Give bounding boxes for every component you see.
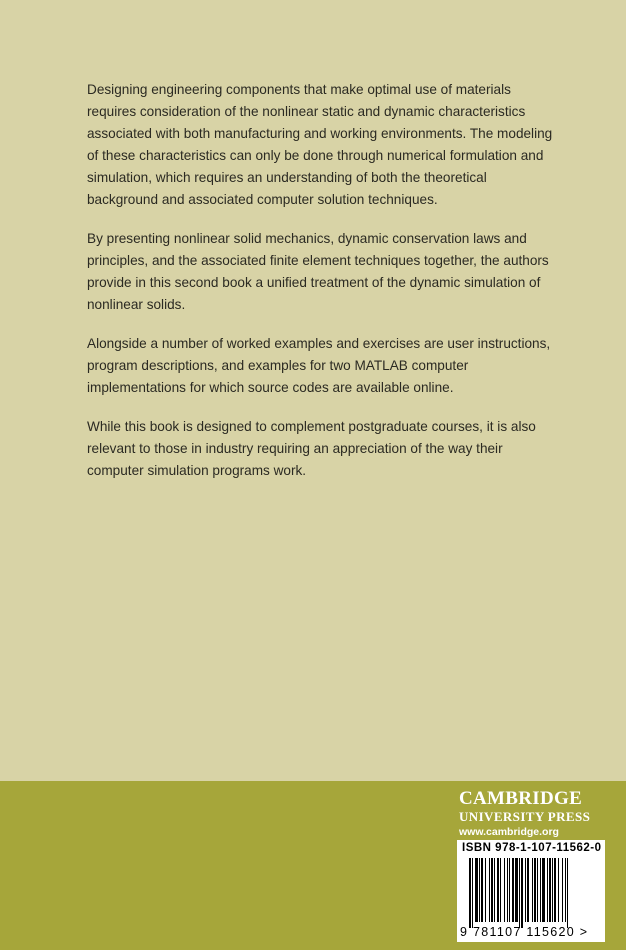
barcode-bar — [562, 858, 563, 922]
back-cover-description — [87, 79, 557, 499]
barcode-bar — [494, 858, 495, 922]
barcode-bar — [558, 858, 559, 922]
barcode-bar — [489, 858, 490, 922]
barcode-bar — [565, 858, 566, 922]
barcode-bar — [475, 858, 478, 922]
barcode-bar — [507, 858, 508, 922]
barcode-bar — [525, 858, 526, 922]
description-paragraph-3: Alongside a number of worked examples and exercises are user instructions, program descriptions, and examples for two MATLAB computer implementations for which source codes are available online. — [87, 336, 551, 395]
barcode-bar — [537, 858, 538, 922]
barcode-bar — [509, 858, 510, 922]
publisher-url: www.cambridge.org — [459, 826, 559, 838]
description-paragraph-1: Designing engineering components that make optimal use of materials requires consideration of the nonlinear static and dynamic characteristics associated with both manufacturing and working environments. The modeling of these characteristics can only be done through numerical formulation and simulation, which requires an understanding of both the theoretical background and associated computer solution techniques. — [87, 82, 553, 207]
barcode-bar — [540, 858, 541, 922]
publisher-subtitle: UNIVERSITY PRESS — [459, 809, 591, 824]
barcode-bar — [500, 858, 501, 922]
barcode-bar — [521, 858, 523, 928]
barcode-bar — [491, 858, 493, 922]
barcode-bar — [469, 858, 471, 928]
barcode-bar — [512, 858, 514, 922]
barcode-bar — [479, 858, 480, 922]
barcode-bar — [552, 858, 553, 922]
isbn-barcode — [457, 840, 605, 942]
barcode-bar — [504, 858, 505, 922]
barcode-bar — [547, 858, 548, 922]
description-paragraph-2: By presenting nonlinear solid mechanics, dynamic conservation laws and principles, and the associated finite element techniques together, the authors provide in this second book a unified treatment of the dynamic simulation of nonlinear solids. — [87, 231, 549, 312]
publisher-name: CAMBRIDGE — [459, 788, 583, 809]
barcode-bar — [534, 858, 536, 922]
description-paragraph-4: While this book is designed to complement postgraduate courses, it is also relevant to those in industry requiring an appreciation of the way their computer simulation programs work. — [87, 419, 536, 478]
barcode-digits: 9 781107 115620 > — [460, 925, 589, 939]
isbn-label: ISBN 978-1-107-11562-0 — [462, 842, 602, 854]
barcode-bar — [542, 858, 545, 922]
barcode-bar — [472, 858, 473, 928]
barcode-bar — [519, 858, 520, 928]
barcode-bar — [527, 858, 529, 922]
barcode-bar — [567, 858, 568, 928]
barcode-bar — [497, 858, 499, 922]
barcode-bar — [549, 858, 551, 922]
barcode-bar — [481, 858, 483, 922]
publisher-logo — [459, 789, 609, 839]
barcode-bar — [554, 858, 556, 922]
barcode-bar — [532, 858, 533, 922]
barcode-bar — [515, 858, 518, 922]
barcode-bar — [485, 858, 486, 922]
